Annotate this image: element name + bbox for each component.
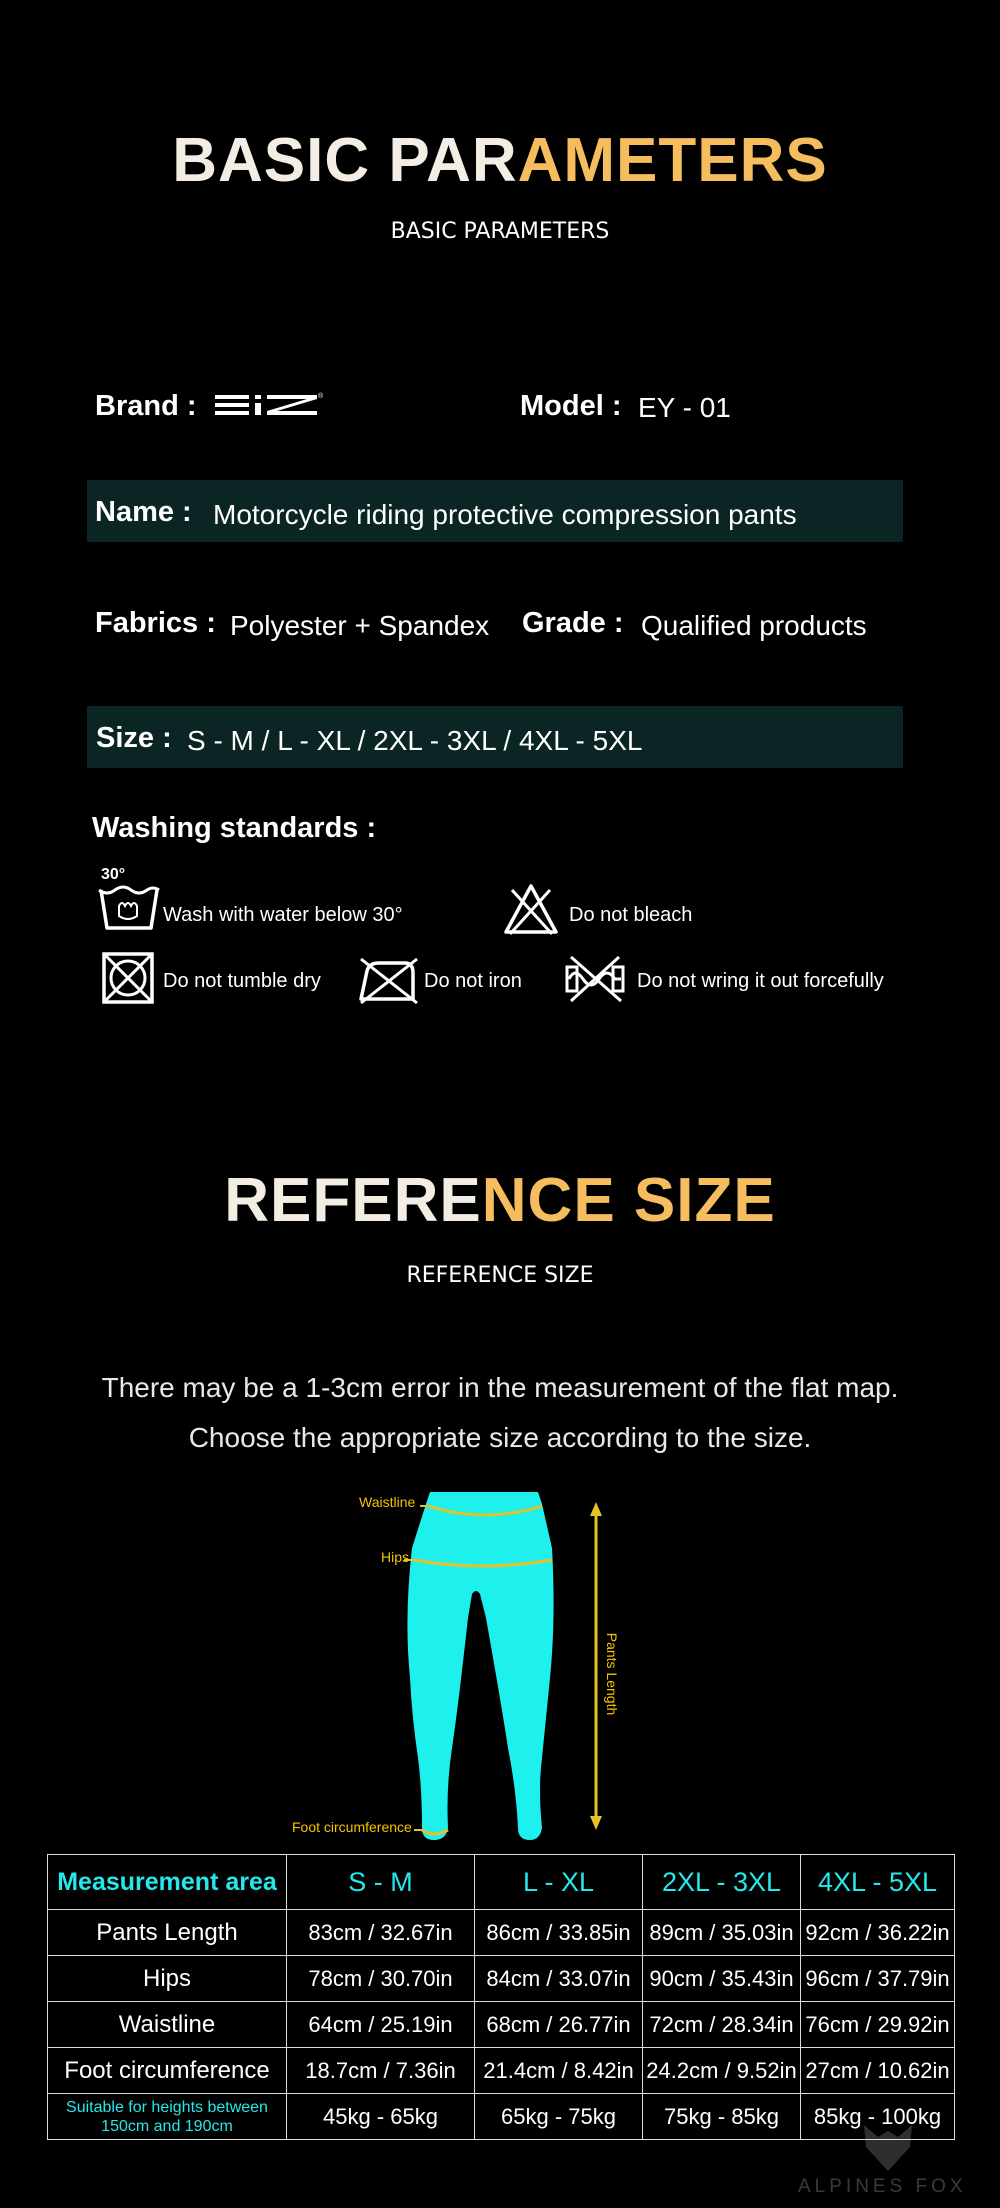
wash-item-text: Wash with water below 30° <box>163 904 403 926</box>
table-cell: 78cm / 30.70in <box>287 1956 475 2002</box>
wash-temp-label: 30° <box>101 866 126 883</box>
watermark-text: ALPINES FOX <box>798 2176 967 2197</box>
table-cell: 96cm / 37.79in <box>801 1956 955 2002</box>
table-cell: 92cm / 36.22in <box>801 1910 955 1956</box>
hips-label: Hips <box>381 1549 410 1565</box>
table-cell: 85kg - 100kg <box>801 2094 955 2140</box>
no-tumble-dry-icon <box>101 951 155 1005</box>
size-table <box>47 1854 955 2140</box>
table-cell: 24.2cm / 9.52in <box>643 2048 801 2094</box>
pants-length-label: Pants Length <box>604 1632 620 1716</box>
fabrics-value: Polyester + Spandex <box>230 610 490 641</box>
wash-basin-icon <box>97 866 161 936</box>
wash-item-text: Do not wring it out forcefully <box>637 970 884 992</box>
size-label: Size : <box>96 722 172 754</box>
table-header-cell: 2XL - 3XL <box>643 1855 801 1910</box>
measurement-note-line2: Choose the appropriate size according to the size. <box>188 1422 812 1453</box>
table-cell: 68cm / 26.77in <box>475 2002 643 2048</box>
measurement-note-line1: There may be a 1-3cm error in the measurement of the flat map. <box>101 1372 899 1403</box>
name-value: Motorcycle riding protective compression pants <box>213 499 797 530</box>
table-header-row <box>48 1855 955 1910</box>
wash-item-text: Do not iron <box>424 970 522 992</box>
reference-size-subtitle: REFERENCE SIZE <box>406 1263 594 1288</box>
grade-value: Qualified products <box>641 610 867 641</box>
wash-item-text: Do not tumble dry <box>163 970 321 992</box>
table-row <box>48 1910 955 1956</box>
table-cell: 27cm / 10.62in <box>801 2048 955 2094</box>
model-value: EY - 01 <box>638 392 731 423</box>
table-row-header: Foot circumference <box>48 2048 287 2094</box>
pants-shape <box>407 1492 553 1840</box>
table-row-header: Suitable for heights between 150cm and 190cm <box>48 2094 287 2140</box>
table-cell: 18.7cm / 7.36in <box>287 2048 475 2094</box>
table-cell: 86cm / 33.85in <box>475 1910 643 1956</box>
brand-logo <box>213 388 325 422</box>
name-label: Name : <box>95 496 192 528</box>
table-header-cell: S - M <box>287 1855 475 1910</box>
basic-parameters-subtitle: BASIC PARAMETERS <box>390 219 610 244</box>
table-header-cell: L - XL <box>475 1855 643 1910</box>
table-cell: 83cm / 32.67in <box>287 1910 475 1956</box>
pants-diagram <box>280 1488 680 1848</box>
no-wring-icon <box>565 953 625 1005</box>
table-row-header: Pants Length <box>48 1910 287 1956</box>
model-label: Model : <box>520 390 622 422</box>
no-iron-icon <box>357 955 419 1005</box>
basic-parameters-title: BASIC PARAMETERS <box>172 126 828 195</box>
fabrics-label: Fabrics : <box>95 607 216 639</box>
table-cell: 84cm / 33.07in <box>475 1956 643 2002</box>
table-row <box>48 2094 955 2140</box>
fox-logo-icon <box>860 2123 916 2173</box>
table-cell: 64cm / 25.19in <box>287 2002 475 2048</box>
table-cell: 76cm / 29.92in <box>801 2002 955 2048</box>
table-row <box>48 2002 955 2048</box>
table-cell: 65kg - 75kg <box>475 2094 643 2140</box>
table-cell: 45kg - 65kg <box>287 2094 475 2140</box>
waistline-label: Waistline <box>359 1494 416 1510</box>
table-row-header: Hips <box>48 1956 287 2002</box>
table-cell: 72cm / 28.34in <box>643 2002 801 2048</box>
wash-item-text: Do not bleach <box>569 904 693 926</box>
table-header-cell: 4XL - 5XL <box>801 1855 955 1910</box>
washing-standards-title: Washing standards : <box>92 812 377 844</box>
foot-circumference-label: Foot circumference <box>292 1819 412 1835</box>
size-value: S - M / L - XL / 2XL - 3XL / 4XL - 5XL <box>187 725 643 756</box>
table-cell: 90cm / 35.43in <box>643 1956 801 2002</box>
table-row <box>48 2048 955 2094</box>
table-cell: 89cm / 35.03in <box>643 1910 801 1956</box>
brand-label: Brand : <box>95 390 197 422</box>
no-bleach-icon <box>502 882 560 936</box>
reference-size-title: REFERENCE SIZE <box>224 1166 776 1235</box>
table-header-cell: Measurement area <box>48 1855 287 1910</box>
table-cell: 75kg - 85kg <box>643 2094 801 2140</box>
table-row-header: Waistline <box>48 2002 287 2048</box>
grade-label: Grade : <box>522 607 624 639</box>
table-cell: 21.4cm / 8.42in <box>475 2048 643 2094</box>
svg-text:®: ® <box>318 393 324 400</box>
table-row <box>48 1956 955 2002</box>
